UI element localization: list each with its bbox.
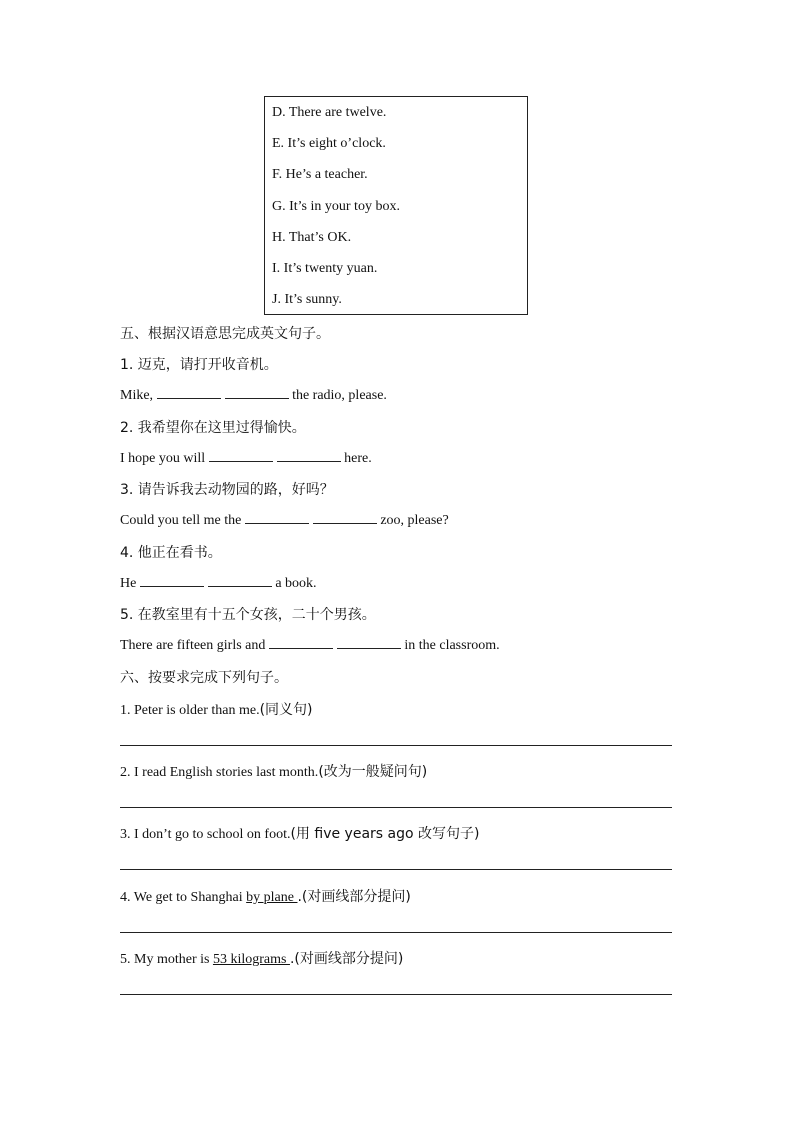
- answer-line-3[interactable]: [120, 869, 672, 870]
- option-i: I. It’s twenty yuan.: [272, 261, 378, 276]
- option-h: H. That’s OK.: [272, 230, 352, 245]
- option-g: G. It’s in your toy box.: [272, 199, 400, 214]
- s6-q5: 5. My mother is 53 kilograms .(对画线部分提问): [120, 951, 404, 967]
- blank-input[interactable]: [140, 574, 204, 587]
- blank-input[interactable]: [208, 574, 272, 587]
- s5-q4-english: He a book.: [120, 576, 317, 591]
- blank-input[interactable]: [277, 449, 341, 462]
- answer-options-box: [264, 96, 528, 315]
- s5-q5-chinese: 5. 在教室里有十五个女孩，二十个男孩。: [120, 607, 376, 623]
- section5-title: 五、根据汉语意思完成英文句子。: [120, 326, 330, 342]
- answer-line-1[interactable]: [120, 745, 672, 746]
- s6-q1: 1. Peter is older than me.(同义句): [120, 702, 313, 718]
- answer-line-5[interactable]: [120, 994, 672, 995]
- blank-input[interactable]: [245, 511, 309, 524]
- blank-input[interactable]: [225, 386, 289, 399]
- s5-q1-chinese: 1. 迈克，请打开收音机。: [120, 357, 278, 373]
- s5-q3-chinese: 3. 请告诉我去动物园的路，好吗？: [120, 482, 334, 498]
- answer-line-2[interactable]: [120, 807, 672, 808]
- blank-input[interactable]: [337, 636, 401, 649]
- blank-input[interactable]: [313, 511, 377, 524]
- s5-q3-english: Could you tell me the zoo, please?: [120, 513, 449, 528]
- option-e: E. It’s eight o’clock.: [272, 136, 386, 151]
- s6-q4: 4. We get to Shanghai by plane .(对画线部分提问): [120, 889, 411, 905]
- blank-input[interactable]: [157, 386, 221, 399]
- blank-input[interactable]: [209, 449, 273, 462]
- answer-line-4[interactable]: [120, 932, 672, 933]
- s6-q2: 2. I read English stories last month.(改为一般疑问句): [120, 764, 428, 780]
- option-f: F. He’s a teacher.: [272, 167, 368, 182]
- blank-input[interactable]: [269, 636, 333, 649]
- s5-q5-english: There are fifteen girls and in the classroom.: [120, 638, 500, 653]
- s6-q3: 3. I don’t go to school on foot.(用 five years ago 改写句子): [120, 826, 480, 842]
- option-d: D. There are twelve.: [272, 105, 387, 120]
- s5-q1-english: Mike, the radio, please.: [120, 388, 387, 403]
- option-j: J. It’s sunny.: [272, 292, 342, 307]
- s5-q4-chinese: 4. 他正在看书。: [120, 545, 222, 561]
- section6-title: 六、按要求完成下列句子。: [120, 670, 288, 686]
- s5-q2-english: I hope you will here.: [120, 451, 372, 466]
- s5-q2-chinese: 2. 我希望你在这里过得愉快。: [120, 420, 306, 436]
